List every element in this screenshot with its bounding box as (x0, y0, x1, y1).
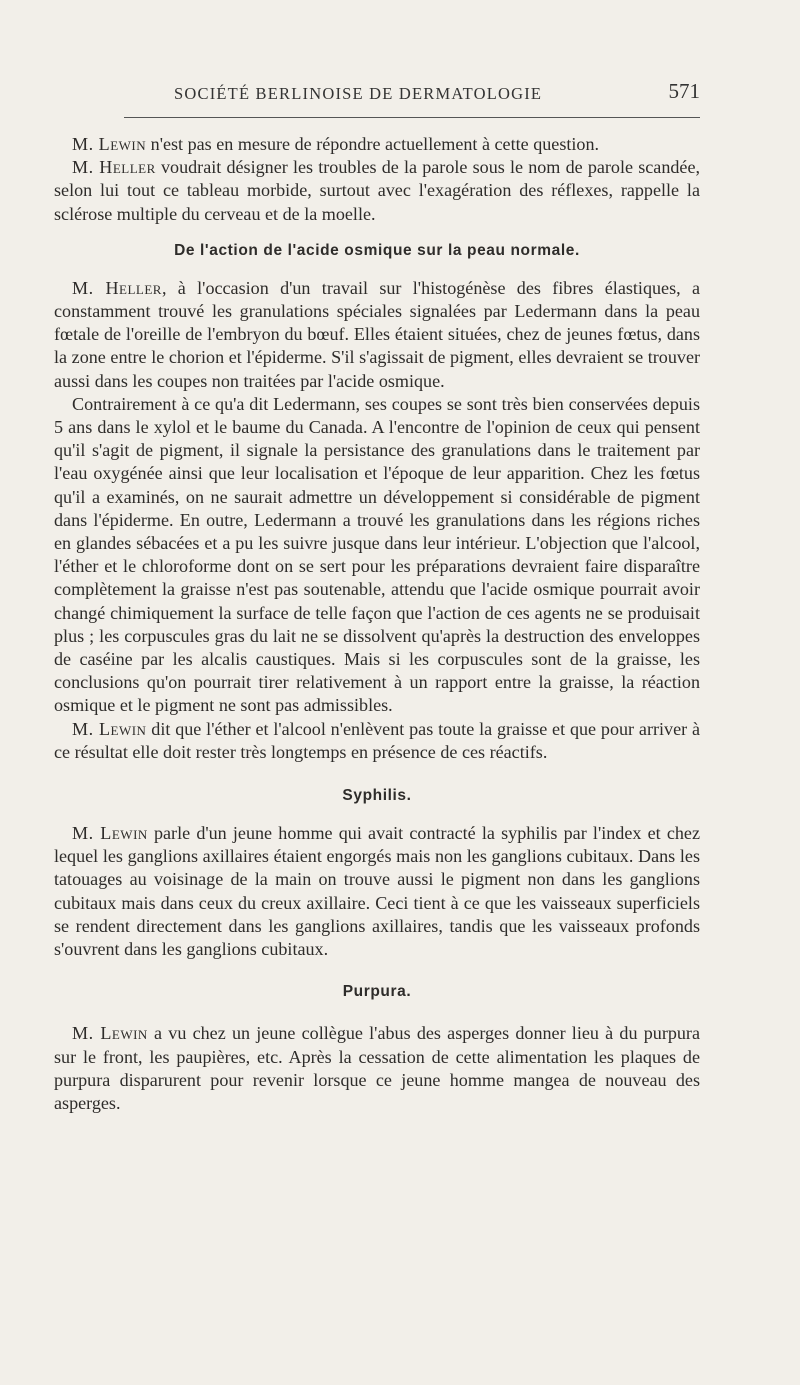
page-number: 571 (668, 79, 700, 103)
paragraph-text: voudrait désigner les troubles de la parole sous le nom de parole scandée, selon lui tout ce tableau morbide, surtout avec l'exagération des réflexes, rappelle la sclérose multiple du cerveau et de la moelle. (54, 157, 701, 224)
paragraph-text: Contrairement à ce qu'a dit Ledermann, ses coupes se sont très bien conservées depuis 5 ans dans le xylol et le baume du Canada. A l'encontre de l'opinion de ceux qui pensent qu'il s'agit de pigment, il signale la persistance des granulations dans le traitement par l'eau oxygénée ainsi que leur localisation et l'époque de leur apparition. Chez les fœtus qu'il a examinés, on ne saurait admettre un développement si considérable de pigment dans l'épiderme. En outre, Ledermann a trouvé les granulations dans les régions riches en glandes sébacées et a pu les suivre jusque dans leur intérieur. L'objection que l'alcool, l'éther et le chloroforme dont on se sert pour les préparations devraient faire disparaître complètement la graisse n'est pas soutenable, attendu que l'acide osmique pourrait avoir changé chimiquement la surface de telle façon que l'action de ces agents ne se produisait plus ; les corpuscules gras du lait ne se dissolvent qu'après la destruction des enveloppes de caséine par les alcalis caustiques. Mais si les corpuscules sont de la graisse, les conclusions qu'on pourrait tirer relativement à un rapport entre la graisse, la réaction osmique et le pigment ne sont pas admissibles. (54, 393, 700, 716)
paragraph-text: , à l'occasion d'un travail sur l'histogénèse des fibres élastiques, a constamment trouvé les granulations spéciales signalées par Ledermann dans la peau fœtale de l'oreille de l'embryon du bœuf. Elles étaient situées, chez de jeunes fœtus, dans la zone entre le chorion et l'épiderme. S'il s'agissait de pigment, elles devraient se trouver aussi dans les coupes non traitées par l'acide osmique. (54, 277, 701, 391)
speaker-name: M. Lewin (72, 823, 148, 844)
paragraph (54, 1022, 700, 1115)
body-text (54, 133, 700, 1115)
paragraph-text: n'est pas en mesure de répondre actuellement à cette question. (146, 134, 600, 154)
running-header (54, 72, 700, 112)
paragraph (54, 393, 700, 718)
section-heading: De l'action de l'acide osmique sur la peau normale. (174, 241, 580, 259)
paragraph-text: a vu chez un jeune collègue l'abus des asperges donner lieu à du purpura sur le front, les paupières, etc. Après la cessation de cette alimentation les plaques de purpura disparurent pour revenir lorsque ce jeune homme mangea de nouveau des asperges. (54, 1023, 700, 1113)
paragraph-text: dit que l'éther et l'alcool n'enlèvent pas toute la graisse et que pour arriver à ce résultat elle doit rester très longtemps en présence de ces réactifs. (54, 718, 700, 762)
speaker-name: M. Lewin (72, 1023, 148, 1044)
header-rule (124, 117, 700, 118)
speaker-name: M. Heller (72, 157, 156, 178)
speaker-name: M. Lewin (72, 718, 147, 739)
paragraph (54, 718, 700, 764)
running-title: SOCIÉTÉ BERLINOISE DE DERMATOLOGIE (174, 84, 543, 103)
paragraph (54, 822, 700, 961)
paragraph (54, 156, 700, 226)
section-heading: Syphilis. (342, 787, 412, 805)
speaker-name: M. Heller (72, 277, 162, 298)
speaker-name: M. Lewin (72, 134, 147, 154)
paragraph (54, 277, 700, 393)
paragraph (54, 133, 700, 156)
section-heading: Purpura. (342, 983, 412, 1001)
paragraph-text: parle d'un jeune homme qui avait contracté la syphilis par l'index et chez lequel les ganglions axillaires étaient engorgés mais non les ganglions cubitaux. Dans les tatouages au voisinage de la main on trouve aussi le pigment non dans les ganglions cubitaux mais dans ceux du creux axillaire. Ceci tient à ce que les vaisseaux superficiels se rendent directement dans les ganglions axillaires, tandis que les vaisseaux profonds s'ouvrent dans les ganglions cubitaux. (54, 823, 700, 960)
